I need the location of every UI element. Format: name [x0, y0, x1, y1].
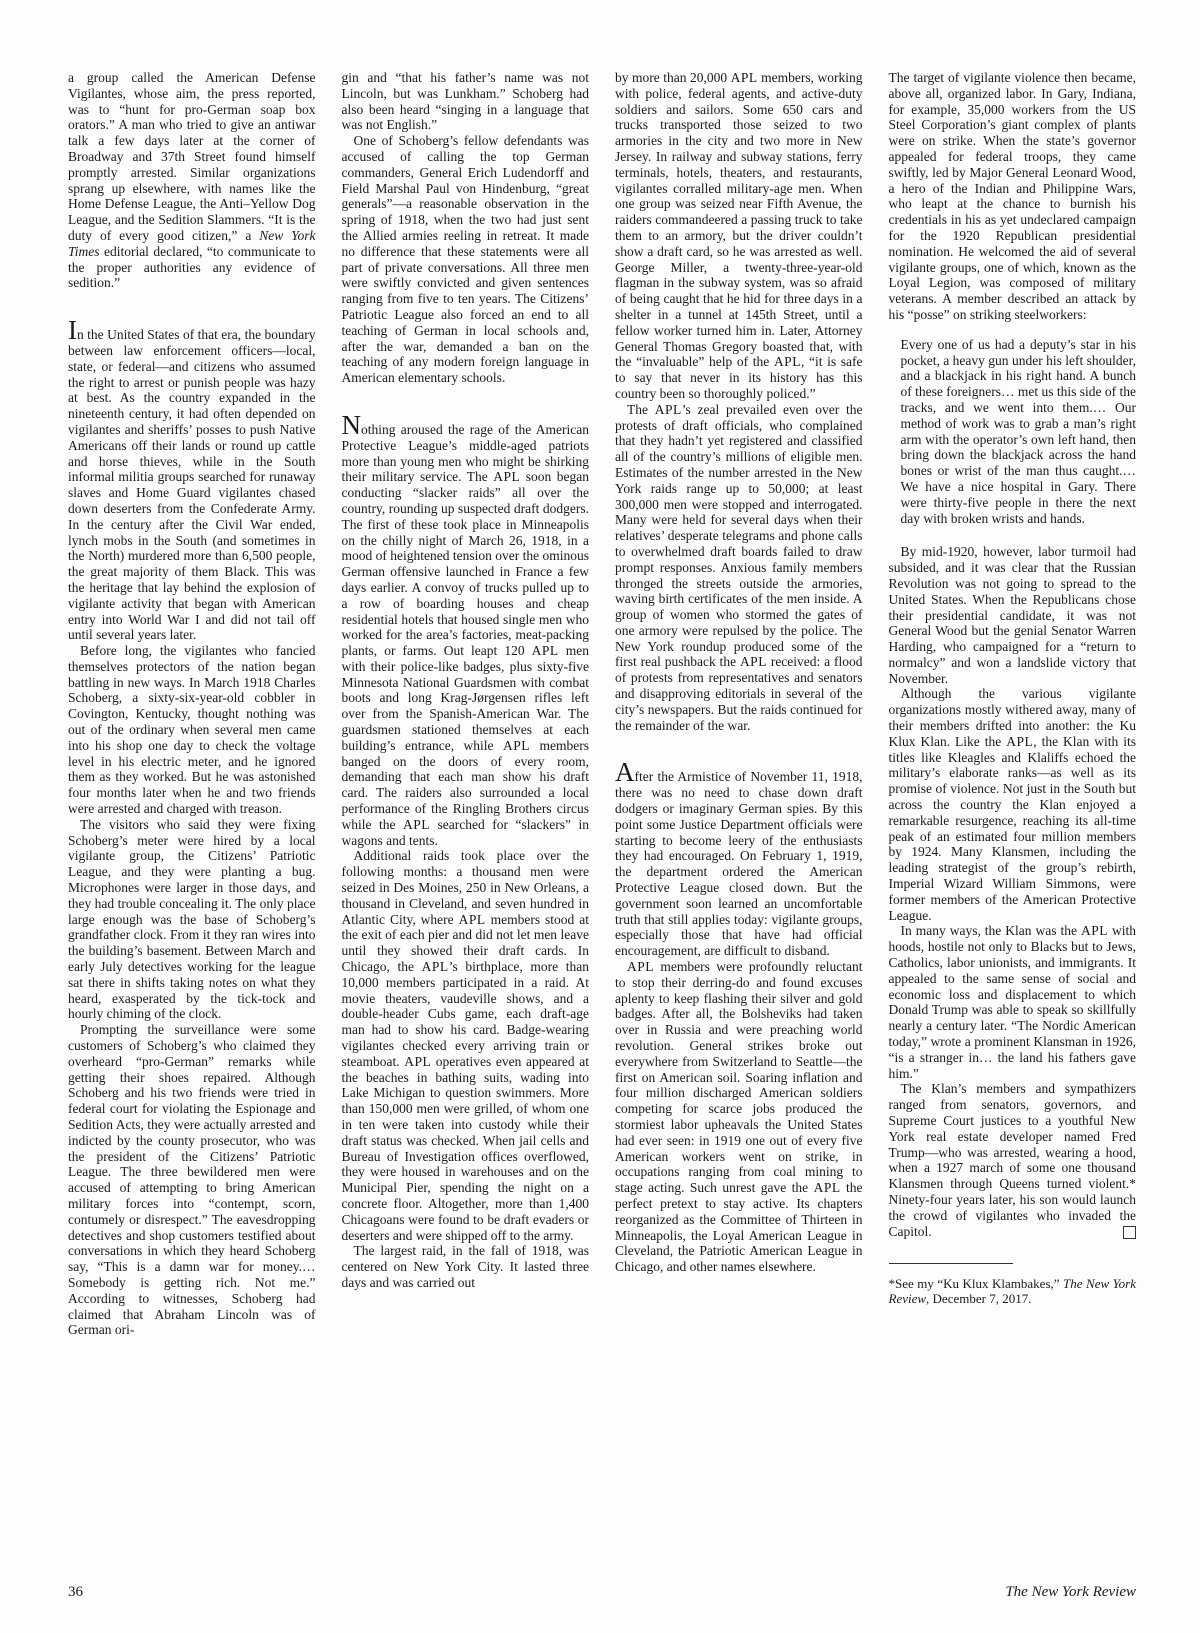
paragraph: gin and “that his father’s name was not Lincoln, but was Lunkham.” Schoberg had also been heard “singing in a language that was not English.”: [341, 70, 589, 133]
text-columns: [68, 70, 1136, 1580]
column-4: [889, 70, 1137, 1580]
drop-cap: I: [68, 315, 77, 346]
column-1: [68, 70, 316, 1580]
paragraph: Additional raids took place over the following months: a thousand men were seized in Des Moines, 250 in New Orleans, a thousand in Cleveland, and seven hundred in Atlantic City, where APL members stood at the exit of each pier and did not let men leave until they showed their draft cards. In Chicago, the APL’s birthplace, more than 10,000 members participated in a raid. At movie theaters, vaudeville shows, and a double-header Cubs game, each draft-age man had to show his card. Badge-wearing vigilantes checked every arriving train or steamboat. APL operatives even appeared at the beaches in bathing suits, wading into Lake Michigan to question swimmers. More than 150,000 men were grilled, of whom one in ten were taken into custody while their draft status was checked. When jail cells and Bureau of Investigation offices overflowed, they were housed in warehouses and on the Municipal Pier, spending the night on a concrete floor. Altogether, more than 1,400 Chicagoans were found to be draft evaders or deserters and were shipped off to the army.: [341, 848, 590, 1243]
paragraph: Prompting the surveillance were some customers of Schoberg’s who claimed they overheard “pro-German” remarks while getting their shoes repaired. Although Schoberg and his two friends were tried in federal court for violating the Espionage and Sedition Acts, they were actually arrested and indicted by the county prosecutor, who was the president of the Citizens’ Patriotic League. The three bewildered men were accused of attempting to bring American military forces into “contempt, scorn, contumely or disrespect.” The eavesdropping detectives and shop customers testified about conversations in which they heard Schoberg say, “This is a damn war for money.… Somebody is getting rich. Not me.” According to witnesses, Schoberg had claimed that Abraham Lincoln was of German ori-: [68, 1022, 316, 1338]
paragraph: After the Armistice of November 11, 1918, there was no need to chase down draft dodgers or imaginary German spies. By this point some Justice Department officials were starting to become leery of the enthusiasts they had encouraged. On February 1, 1919, the department ordered the American Protective League closed down. But the government soon learned an uncomfortable truth that still applies today: vigilante groups, especially those that have had official encouragement, are difficult to disband.: [615, 757, 863, 959]
footnote: *See my “Ku Klux Klambakes,” The New York Review, December 7, 2017.: [888, 1276, 1136, 1307]
paragraph: The APL’s zeal prevailed even over the protests of draft officials, who complained that they hadn’t yet registered and classified all of the country’s millions of eligible men. Estimates of the number arrested in the New York raids range up to 50,000; at least 300,000 men were stopped and interrogated. Many were held for several days when their relatives’ desperate telegrams and phone calls to overwhelmed draft boards failed to draw prompt responses. Anxious family members thronged the streets outside the armories, waving birth certificates of the men inside. A group of women who stormed the gates of one armory were repulsed by the police. The New York roundup produced some of the first real pushback the APL received: a flood of protests from representatives and senators and disapproving editorials in several of the city’s newspapers. But the raids continued for the remainder of the war.: [615, 401, 863, 733]
drop-cap: A: [615, 757, 635, 788]
paragraph: The visitors who said they were fixing Schoberg’s meter were hired by a local vigilante group, the Citizens’ Patriotic League, and they were planting a bug. Microphones were larger in those days, and they had trouble concealing it. The only place large enough was the base of Schoberg’s grandfather clock. From it they ran wires into the building’s basement. Between March and early July detectives working for the league sat there in shifts taking notes on what they heard, exasperated by the tick-tock and hourly chiming of the clock.: [68, 816, 316, 1022]
page-number: 36: [68, 1584, 83, 1600]
end-of-article-mark: [1123, 1226, 1136, 1239]
paragraph: a group called the American Defense Vigilantes, whose aim, the press reported, was to “hunt for pro-German soap box orators.” A man who tried to give an antiwar talk a few days later at the corner of Broadway and 37th Street found himself promptly arrested. Similar organizations sprang up elsewhere, with names like the Home Defense League, the Anti–Yellow Dog League, and the Sedition Slammers. “It is the duty of every good citizen,” a New York Times editorial declared, “to communicate to the proper authorities any evidence of sedition.”: [68, 70, 316, 291]
paragraph: Although the various vigilante organizations mostly withered away, many of their members drifted into another: the Ku Klux Klan. Like the APL, the Klan with its titles like Kleagles and Klaliffs echoed the military’s elaborate ranks—as well as its promise of violence. Not just in the South but across the country the Klan enjoyed a remarkable resurgence, reaching its all-time peak of an estimated four million members by 1924. Many Klansmen, including the leading strategist of the group’s rebirth, Imperial Wizard William Simmons, were former members of the American Protective League.: [888, 686, 1136, 923]
paragraph: In the United States of that era, the boundary between law enforcement officers—local, state, or federal—and citizens who assumed the right to arrest or punish people was hazy at best. As the country expanded in the nineteenth century, it had often depended on vigilantes and sheriffs’ posses to push Native Americans off their lands or round up cattle and horse thieves, while in the South informal militia groups searched for runaway slaves and Home Guard vigilantes chased down deserters from the Confederate Army. In the century after the Civil War ended, lynch mobs in the South (and sometimes in the North) murdered more than 6,500 people, the great majority of them Black. This was the heritage that lay behind the explosion of vigilante activity that began with American entry into World War I and did not tail off until several years later.: [68, 315, 316, 643]
drop-cap: N: [341, 409, 361, 440]
publication-name: The New York Review: [1005, 1584, 1136, 1600]
block-quote: Every one of us had a deputy’s star in his pocket, a heavy gun under his left shoulder, and a blackjack in his right hand. A bunch of these foreigners… met us this side of the tracks, and we went into them.… Our method of work was to grab a man’s right arm with the operator’s own left hand, then bring down the blackjack across the hand bones or wrist of the man thus caught.… We have a nice hospital in Gary. There were thirty-five people in there the next day with broken wrists and hands.: [900, 336, 1136, 526]
paragraph: One of Schoberg’s fellow defendants was accused of calling the top German commanders, General Erich Ludendorff and Field Marshal Paul von Hindenburg, “great generals”—a reasonable observation in the spring of 1918, when the two had just sent the Allied armies reeling in retreat. It made no difference that these statements were all part of private conversations. All three men were swiftly convicted and given sentences ranging from five to ten years. The Citizens’ Patriotic League also forced an end to all teaching of German in local schools and, after the war, demanded a ban on the teaching of any modern foreign language in American elementary schools.: [341, 133, 589, 386]
paragraph: The target of vigilante violence then became, above all, organized labor. In Gary, Indiana, for example, 35,000 workers from the US Steel Corporation’s giant complex of plants were on strike. When the state’s governor appealed for federal troops, they came swiftly, led by Major General Leonard Wood, a hero of the Indian and Philippine Wars, who leapt at the chance to burnish his credentials in his as yet undeclared campaign for the 1920 Republican presidential nomination. He welcomed the aid of several vigilante groups, one of which, known as the Loyal Legion, was composed of military veterans. A member described an attack by his “posse” on striking steelworkers:: [888, 70, 1136, 322]
paragraph: APL members were profoundly reluctant to stop their derring-do and found excuses aplenty to keep flashing their silver and gold badges. After all, the Bolsheviks had taken over in Russia and were preaching world revolution. General strikes broke out everywhere from Switzerland to Seattle—the first on American soil. Soaring inflation and four million discharged American soldiers competing for scarce jobs produced the stormiest labor upheavals the United States had ever seen: in 1919 one out of every five American workers went on strike, in occupations ranging from coal mining to stage acting. Such unrest gave the APL the perfect pretext to stay active. Its chapters reorganized as the Committee of Thirteen in Minneapolis, the Loyal American League in Cleveland, the Patriotic American League in Chicago, and other names elsewhere.: [615, 959, 863, 1275]
column-2: [342, 70, 590, 1580]
paragraph: The Klan’s members and sympathizers ranged from senators, governors, and Supreme Court justices to a youthful New York real estate developer named Fred Trump—who was arrested, wearing a hood, when a 1927 march of some one thousand Klansmen through Queens turned violent.* Ninety-four years later, his son would launch the crowd of vigilantes who invaded the Capitol.: [888, 1081, 1136, 1239]
paragraph: Nothing aroused the rage of the American Protective League’s middle-aged patriots more than young men who might be shirking their military service. The APL soon began conducting “slacker raids” all over the country, rounding up suspected draft dodgers. The first of these took place in Minneapolis on the chilly night of March 26, 1918, in a mood of heightened tension over the ominous German offensive launched in France a few days earlier. A convoy of trucks pulled up to a row of boarding houses and cheap residential hotels that housed single men who worked for the area’s factories, meat-packing plants, or farms. Out leapt 120 APL men with their police-like badges, plus sixty-five Minnesota National Guardsmen with combat boots and long Krag-Jørgensen rifles left over from the Spanish-American War. The guardsmen stationed themselves at each building’s entrance, while APL members banged on the doors of every room, demanding that each man show his draft card. The raiders also surrounded a local performance of the Ringling Brothers circus while the APL searched for “slackers” in wagons and tents.: [341, 409, 590, 848]
paragraph: By mid-1920, however, labor turmoil had subsided, and it was clear that the Russian Revolution was not going to spread to the United States. When the Republicans chose their presidential candidate, it was not General Wood but the genial Senator Warren Harding, who campaigned for a “return to normalcy” and won a landslide victory that November.: [888, 544, 1136, 686]
footnote-divider: [889, 1263, 1013, 1264]
paragraph: In many ways, the Klan was the APL with hoods, hostile not only to Blacks but to Jews, Catholics, labor unionists, and immigrants. It appealed to the same sense of social and economic loss and displacement to which Donald Trump was able to speak so skillfully nearly a century later. “The Nordic American today,” wrote a prominent Klansman in 1926, “is a stranger in… the land his fathers gave him.”: [888, 923, 1136, 1081]
paragraph: Before long, the vigilantes who fancied themselves protectors of the nation began battling in new ways. In March 1918 Charles Schoberg, a sixty-six-year-old cobbler in Covington, Kentucky, thought nothing was out of the ordinary when several men came into his shop one day to check the voltage level in his electric meter, and he ignored them as they worked. But he was astonished four months later when he and two friends were arrested and charged with treason.: [68, 643, 316, 817]
article-page: [68, 70, 1136, 1580]
paragraph: The largest raid, in the fall of 1918, was centered on New York City. It lasted three days and was carried out: [341, 1243, 589, 1290]
column-3: [615, 70, 863, 1580]
paragraph: by more than 20,000 APL members, working with police, federal agents, and active-duty soldiers and sailors. Some 650 cars and trucks transported those seized to two armories in the city and two more in New Jersey. In railway and subway stations, ferry terminals, hotels, theaters, and restaurants, vigilantes corralled military-age men. When one group was seized near Fifth Avenue, the raiders commandeered a passing truck to take them to an armory, but the driver couldn’t show a draft card, so he was arrested as well. George Miller, a twenty-three-year-old flagman in the subway system, was so afraid of being caught that he hid for three days in a shelter in a tunnel at 145th Street, until a fellow worker turned him in. Later, Attorney General Thomas Gregory boasted that, with the “invaluable” help of the APL, “it is safe to say that never in its history has this country been so thoroughly policed.”: [615, 70, 863, 401]
